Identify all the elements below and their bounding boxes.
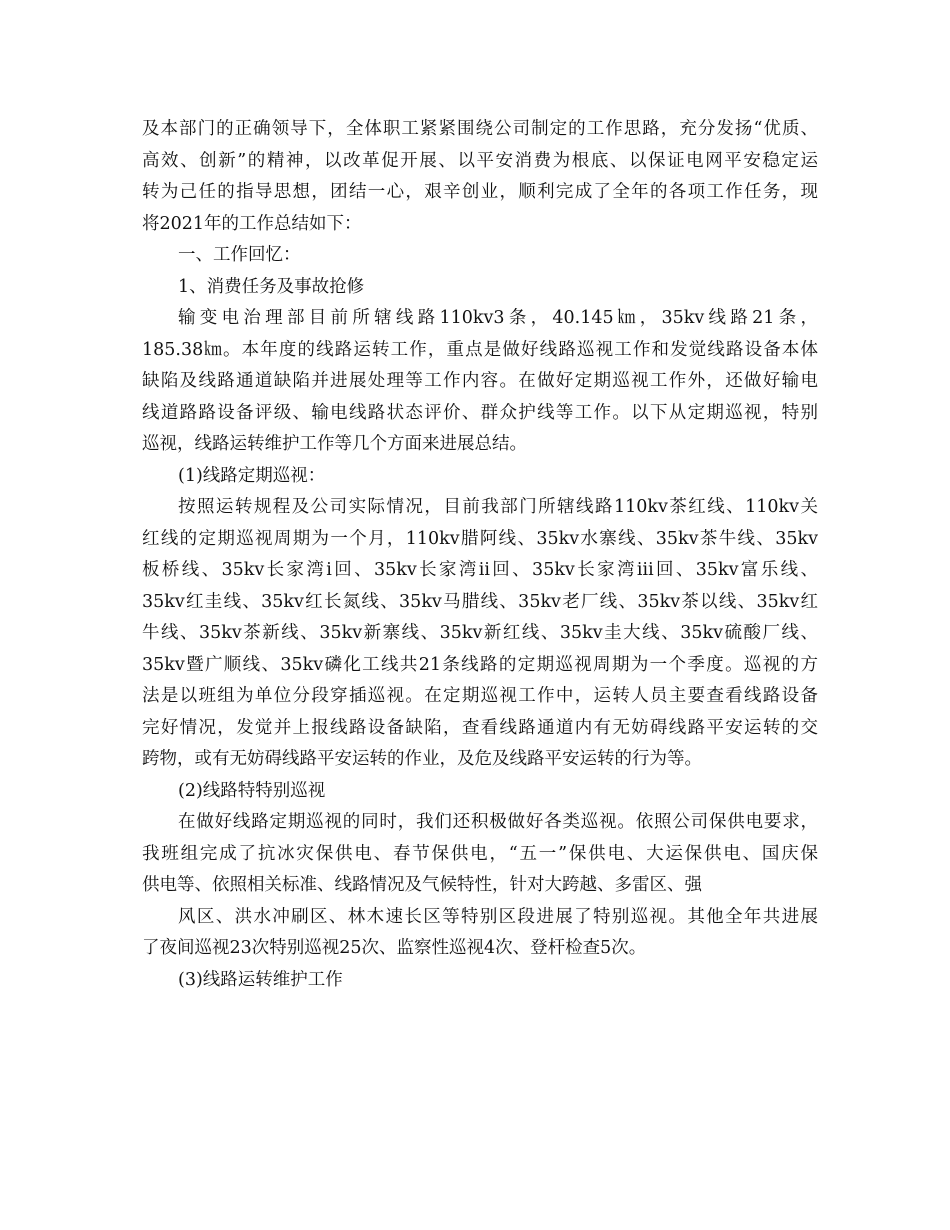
paragraph (142, 303, 818, 461)
document-body (142, 114, 818, 996)
paragraph-line: 及本部门的正确领导下，全体职工紧紧围绕公司制定的工作思路，充分发扬“优质、 (142, 119, 818, 139)
paragraph-line: 了夜间巡视23次特别巡视25次、监察性巡视4次、登杆检查5次。 (142, 938, 647, 958)
paragraph-line: 高效、创新”的精神，以改革促开展、以平安消费为根底、以保证电网平安稳定运 (142, 150, 818, 171)
heading-text: 一、工作回忆： (178, 245, 301, 265)
paragraph-line: 缺陷及线路通道缺陷并进展处理等工作内容。在做好定期巡视工作外，还做好输电 (142, 371, 818, 391)
paragraph-line: 板桥线、35kv长家湾ⅰ回、35kv长家湾ⅱ回、35kv长家湾ⅲ回、35kv富乐线、 (142, 560, 818, 580)
paragraph-line: 35kv红圭线、35kv红长氮线、35kv马腊线、35kv老厂线、35kv茶以线、35kv红 (142, 591, 818, 612)
paragraph (142, 807, 818, 902)
section-heading (142, 240, 818, 272)
paragraph (142, 114, 818, 240)
heading-text: (1)线路定期巡视： (178, 465, 326, 486)
section-heading (142, 272, 818, 304)
paragraph-line: 完好情况，发觉并上报线路设备缺陷，查看线路通道内有无妨碍线路平安运转的交 (142, 717, 818, 738)
paragraph-line: 跨物，或有无妨碍线路平安运转的作业，及危及线路平安运转的行为等。 (142, 749, 702, 769)
paragraph-line: 输变电治理部目前所辖线路110kv3条，40.145㎞，35kv线路21条， (178, 308, 818, 328)
paragraph-line: 按照运转规程及公司实际情况，目前我部门所辖线路110kv茶红线、110kv关 (178, 497, 818, 517)
paragraph-line: 牛线、35kv茶新线、35kv新寨线、35kv新红线、35kv圭大线、35kv硫酸厂线、 (142, 623, 818, 643)
paragraph-line: 我班组完成了抗冰灾保供电、春节保供电，“五一”保供电、大运保供电、国庆保 (142, 843, 818, 864)
paragraph-line: 线道路路设备评级、输电线路状态评价、群众护线等工作。以下从定期巡视，特别 (142, 402, 818, 423)
paragraph (142, 492, 818, 776)
paragraph-line: 红线的定期巡视周期为一个月，110kv腊阿线、35kv水寨线、35kv茶牛线、35kv (142, 528, 818, 549)
paragraph-line: 35kv暨广顺线、35kv磷化工线共21条线路的定期巡视周期为一个季度。巡视的方 (142, 654, 818, 675)
paragraph-line: 供电等、依照相关标准、线路情况及气候特性，针对大跨越、多雷区、强 (142, 875, 702, 895)
paragraph-line: 巡视，线路运转维护工作等几个方面来进展总结。 (142, 434, 527, 454)
heading-text: (2)线路特特别巡视 (178, 780, 326, 801)
section-heading (142, 965, 818, 997)
paragraph-line: 风区、洪水冲刷区、林木速长区等特别区段进展了特别巡视。其他全年共进展 (178, 906, 818, 927)
heading-text: 1、消费任务及事故抢修 (178, 276, 365, 297)
paragraph (142, 902, 818, 965)
paragraph-line: 将2021年的工作总结如下： (142, 213, 362, 234)
heading-text: (3)线路运转维护工作 (178, 969, 343, 990)
paragraph-line: 法是以班组为单位分段穿插巡视。在定期巡视工作中，运转人员主要查看线路设备 (142, 686, 818, 706)
paragraph-line: 转为己任的指导思想，团结一心，艰辛创业，顺利完成了全年的各项工作任务，现 (142, 182, 818, 202)
section-heading (142, 776, 818, 808)
section-heading (142, 461, 818, 493)
paragraph-line: 在做好线路定期巡视的同时，我们还积极做好各类巡视。依照公司保供电要求， (178, 812, 818, 832)
paragraph-line: 185.38㎞。本年度的线路运转工作，重点是做好线路巡视工作和发觉线路设备本体 (142, 339, 818, 360)
